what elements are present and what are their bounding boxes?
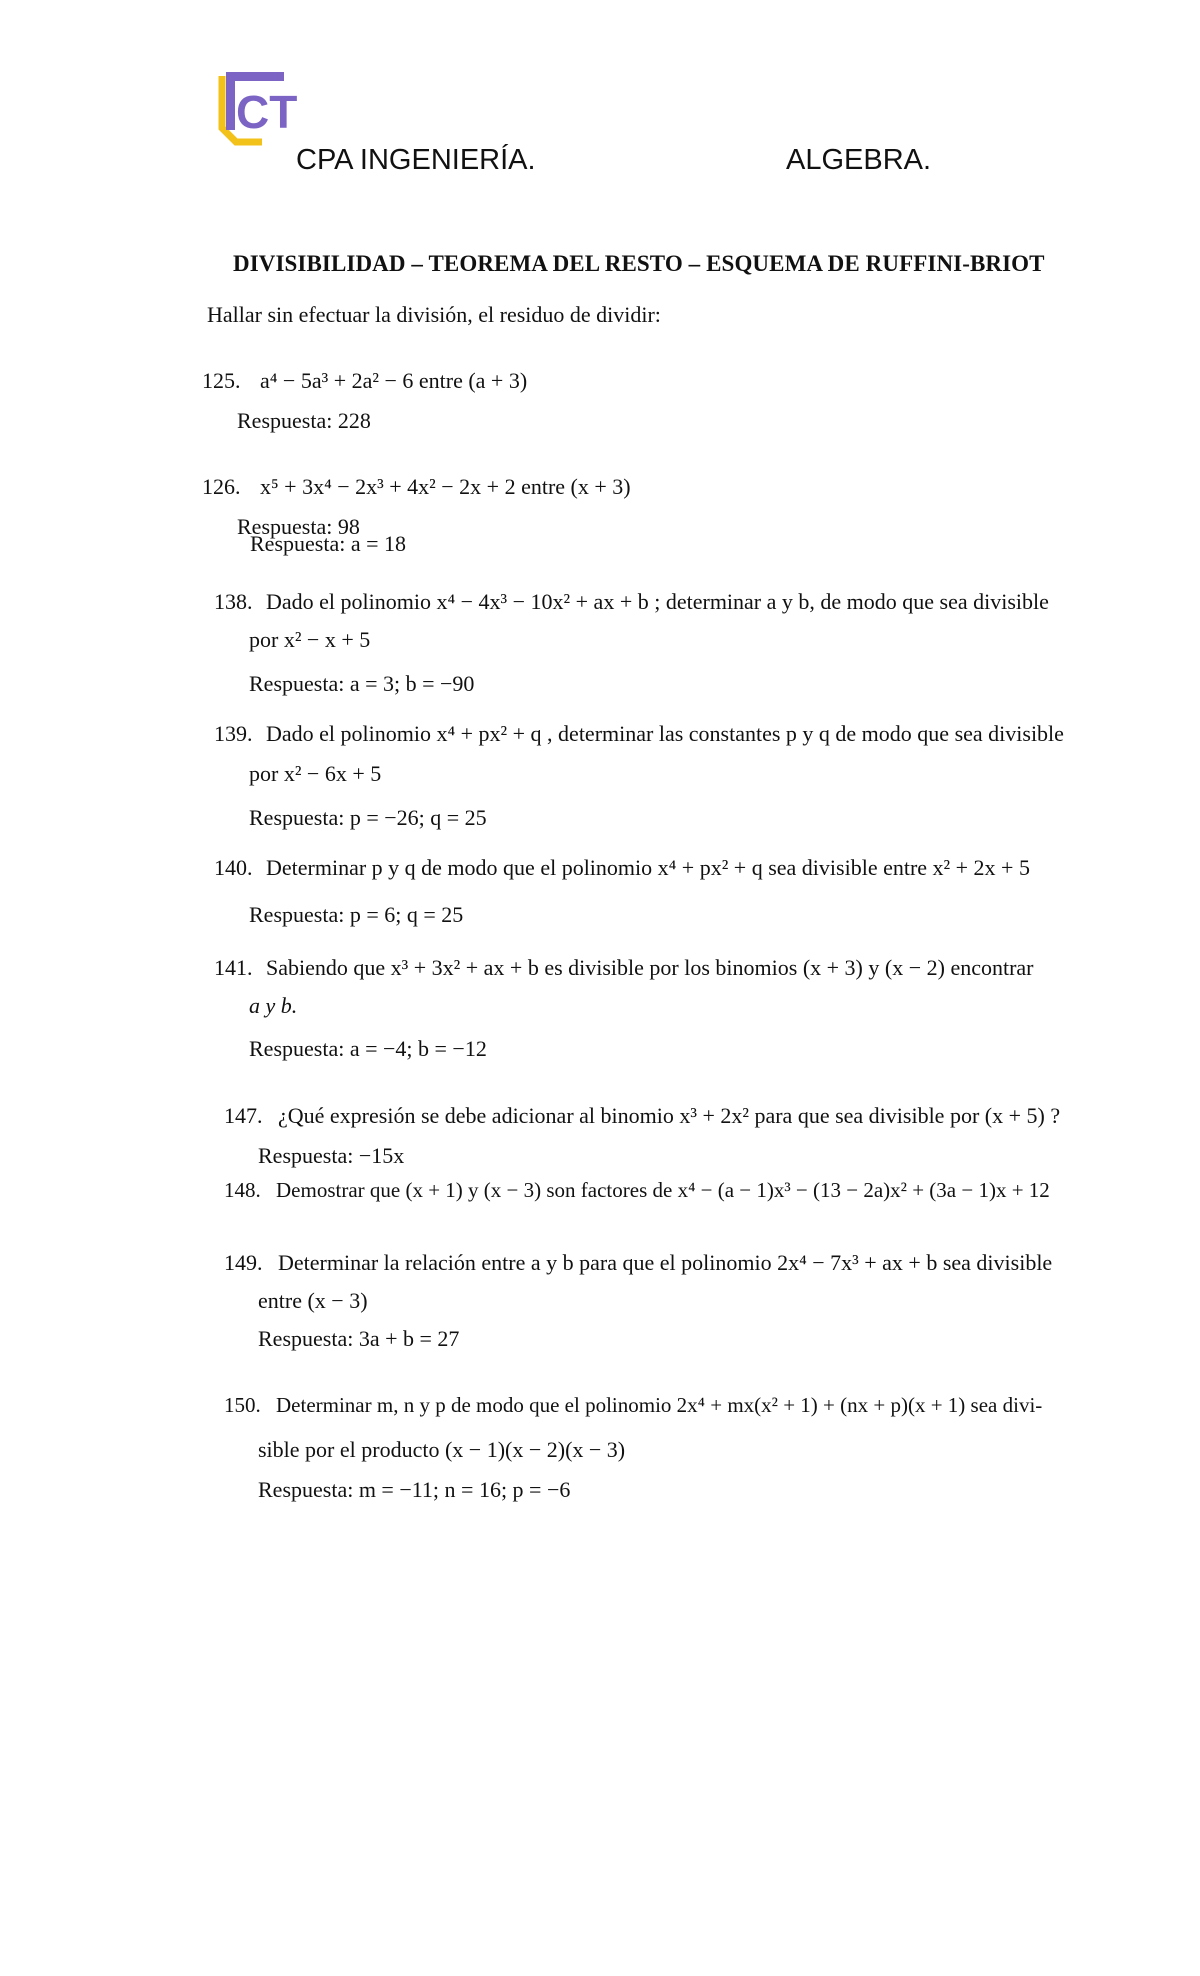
problem-138-line2: por x² − x + 5 [249, 627, 371, 652]
problem-139 [214, 721, 1064, 747]
ct-logo-graphic [218, 70, 298, 170]
problem-statement: Sabiendo que x³ + 3x² + ax + b es divisible por los binomios (x + 3) y (x − 2) encontrar [266, 955, 1034, 980]
problem-139-line2: por x² − 6x + 5 [249, 761, 382, 786]
problem-number: 150. [224, 1393, 261, 1417]
cropped-answer-line: Respuesta: a = 18 [250, 531, 406, 556]
answer-141: Respuesta: a = −4; b = −12 [249, 1036, 487, 1061]
problem-number: 125. [202, 368, 241, 393]
problem-150-line2: sible por el producto (x − 1)(x − 2)(x − 3) [258, 1437, 626, 1462]
problem-149 [224, 1250, 1052, 1276]
problem-150 [224, 1393, 1042, 1418]
answer-139: Respuesta: p = −26; q = 25 [249, 805, 487, 830]
answer-147: Respuesta: −15x [258, 1143, 405, 1168]
problem-number: 139. [214, 721, 253, 746]
answer-126: Respuesta: 98 [237, 514, 360, 539]
problem-138 [214, 589, 1049, 615]
answer-138: Respuesta: a = 3; b = −90 [249, 671, 475, 696]
institute-name: CPA INGENIERÍA. [296, 144, 536, 176]
problem-statement: Determinar la relación entre a y b para que el polinomio 2x⁴ − 7x³ + ax + b sea divisible [278, 1250, 1053, 1275]
problem-number: 140. [214, 855, 253, 880]
problem-statement: Determinar p y q de modo que el polinomio x⁴ + px² + q sea divisible entre x² + 2x + 5 [266, 855, 1030, 880]
problem-statement: a⁴ − 5a³ + 2a² − 6 entre (a + 3) [260, 368, 528, 393]
answer-125: Respuesta: 228 [237, 408, 371, 433]
problem-statement: ¿Qué expresión se debe adicionar al binomio x³ + 2x² para que sea divisible por (x + 5) ? [278, 1103, 1061, 1128]
problem-141-line2: a y b. [249, 993, 298, 1018]
problem-statement: Dado el polinomio x⁴ + px² + q , determinar las constantes p y q de modo que sea divisible [266, 721, 1064, 746]
problem-statement: Dado el polinomio x⁴ − 4x³ − 10x² + ax + b ; determinar a y b, de modo que sea divisible [266, 589, 1049, 614]
problem-126 [202, 474, 631, 500]
problem-number: 141. [214, 955, 253, 980]
problem-149-line2: entre (x − 3) [258, 1288, 368, 1313]
ct-logo [218, 70, 298, 170]
problem-140 [214, 855, 1030, 881]
problem-number: 126. [202, 474, 241, 499]
answer-150: Respuesta: m = −11; n = 16; p = −6 [258, 1477, 571, 1502]
problem-number: 147. [224, 1103, 263, 1128]
problem-statement: Determinar m, n y p de modo que el polinomio 2x⁴ + mx(x² + 1) + (nx + p)(x + 1) sea divi- [276, 1393, 1043, 1417]
problem-statement: x⁵ + 3x⁴ − 2x³ + 4x² − 2x + 2 entre (x + 3) [260, 474, 631, 499]
subject-name: ALGEBRA. [786, 144, 932, 176]
problem-125 [202, 368, 527, 394]
problem-141 [214, 955, 1034, 981]
problem-147 [224, 1103, 1060, 1129]
logo-text: CT [236, 86, 298, 138]
problem-number: 149. [224, 1250, 263, 1275]
problem-statement: Demostrar que (x + 1) y (x − 3) son factores de x⁴ − (a − 1)x³ − (13 − 2a)x² + (3a − 1)x + 12 [276, 1178, 1050, 1202]
answer-149: Respuesta: 3a + b = 27 [258, 1326, 460, 1351]
answer-140: Respuesta: p = 6; q = 25 [249, 902, 464, 927]
document-title: DIVISIBILIDAD – TEOREMA DEL RESTO – ESQUEMA DE RUFFINI-BRIOT [233, 251, 1045, 276]
intro-text: Hallar sin efectuar la división, el residuo de dividir: [207, 302, 661, 327]
problem-148 [224, 1178, 1050, 1203]
problem-number: 138. [214, 589, 253, 614]
problem-number: 148. [224, 1178, 261, 1202]
